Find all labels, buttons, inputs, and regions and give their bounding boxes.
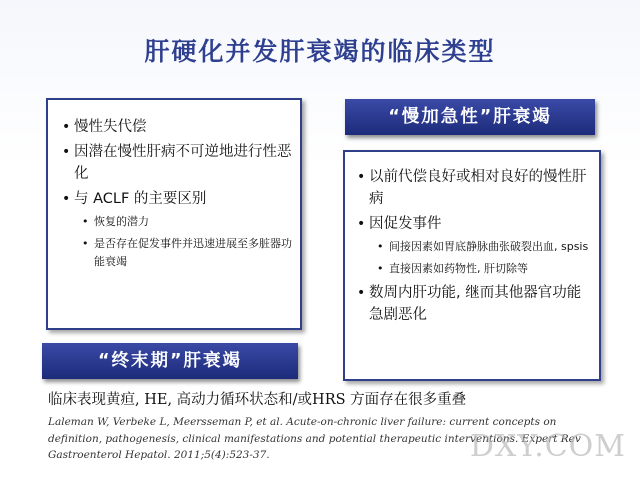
left-panel-banner: “终末期”肝衰竭 xyxy=(42,343,298,379)
right-bullet-2: • 因促发事件 xyxy=(357,213,591,235)
right-bullet-1: • 以前代偿良好或相对良好的慢性肝病 xyxy=(357,166,591,210)
left-bullet-3: • 与 ACLF 的主要区别 xyxy=(62,188,292,210)
right-sub-bullet-1: • 间接因素如胃底静脉曲张破裂出血, spsis xyxy=(357,238,591,256)
slide-title: 肝硬化并发肝衰竭的临床类型 xyxy=(144,37,496,66)
right-sub-bullet-2: • 直接因素如药物性, 肝切除等 xyxy=(357,260,591,278)
left-bullet-1: • 慢性失代偿 xyxy=(62,116,292,138)
right-bullet-3: • 数周内肝功能, 继而其他器官功能急剧恶化 xyxy=(357,282,591,326)
left-panel-box xyxy=(46,98,302,330)
left-sub-bullet-2: • 是否存在促发事件并迅速进展至多脏器功能衰竭 xyxy=(62,235,292,271)
watermark-text: DXY.COM xyxy=(469,429,626,464)
summary-text: 临床表现黄疸, HE, 高动力循环状态和/或HRS 方面存在很多重叠 xyxy=(48,392,467,408)
watermark-logo xyxy=(434,420,634,472)
right-panel-box xyxy=(343,150,601,381)
left-bullet-list xyxy=(62,116,292,275)
left-sub-bullet-1: • 恢复的潜力 xyxy=(62,213,292,231)
right-bullet-list xyxy=(357,166,591,329)
citation-text: Laleman W, Verbeke L, Meersseman P, et al. Acute-on-chronic liver failure: current concepts on definition, pathogenesis, clinical manifestations and potential therapeutic interventions. Expert Rev Gastroenterol Hepatol. 2011;5(4):523-37. xyxy=(48,416,581,461)
left-bullet-2: • 因潜在慢性肝病不可逆地进行性恶化 xyxy=(62,141,292,185)
right-panel-banner: “慢加急性”肝衰竭 xyxy=(345,99,595,135)
